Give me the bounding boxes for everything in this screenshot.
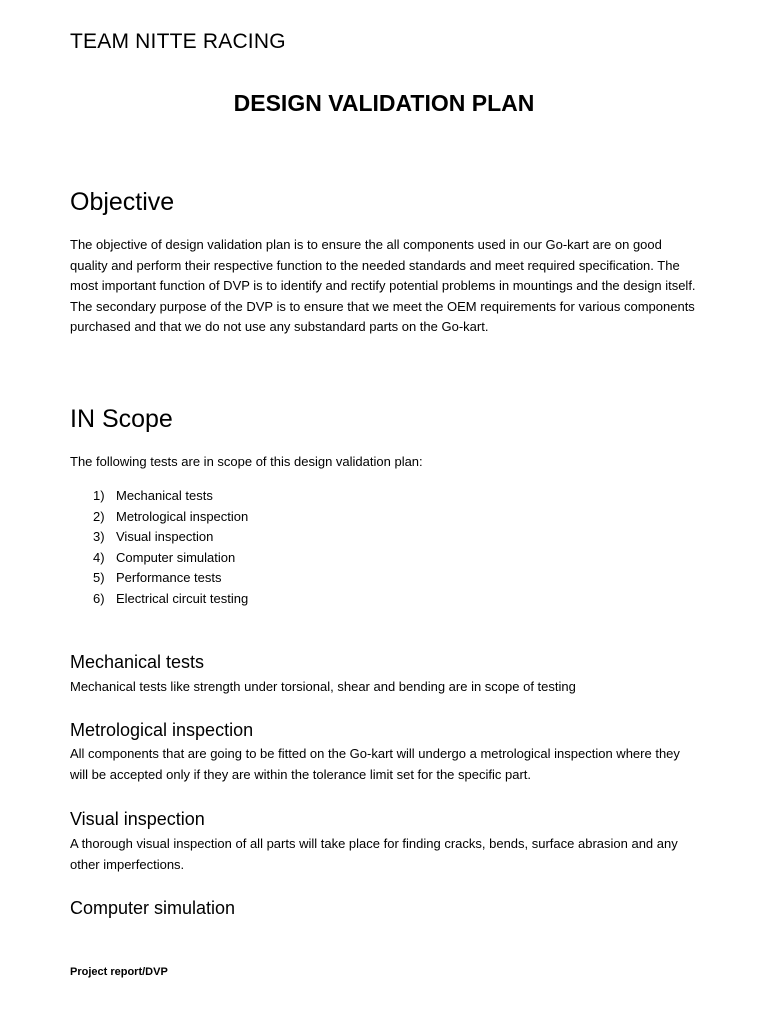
metrological-inspection-heading: Metrological inspection <box>70 720 254 740</box>
mechanical-tests-heading: Mechanical tests <box>70 652 205 672</box>
objective-heading: Objective <box>70 188 175 216</box>
list-item-number: 5) <box>93 570 105 585</box>
objective-paragraph: The objective of design validation plan is to ensure the all components used in our Go-kart are on good quality and perform their respective function to the needed standards and meet required specification. The most important function of DVP is to identify and rectify potential problems in mountings and the design itself. The secondary purpose of the DVP is to ensure that we meet the OEM requirements for various components purchased and that we do not use any substandard parts on the Go-kart. <box>70 237 696 334</box>
document-title: DESIGN VALIDATION PLAN <box>233 90 535 116</box>
list-item-number: 2) <box>93 508 105 524</box>
list-item <box>70 589 248 610</box>
list-item <box>70 548 248 569</box>
in-scope-intro: The following tests are in scope of this design validation plan: <box>70 454 423 469</box>
list-item-number: 6) <box>93 590 105 606</box>
list-item-number: 1) <box>93 488 105 503</box>
list-item-label: Mechanical tests <box>116 488 213 503</box>
list-item <box>70 527 248 548</box>
list-item <box>70 486 248 507</box>
list-item <box>70 507 248 528</box>
scope-list <box>70 486 248 609</box>
mechanical-tests-paragraph: Mechanical tests like strength under torsional, shear and bending are in scope of testing <box>70 679 576 694</box>
list-item-label: Performance tests <box>116 570 222 585</box>
in-scope-heading: IN Scope <box>70 405 173 433</box>
list-item-label: Electrical circuit testing <box>116 590 249 606</box>
metrological-inspection-paragraph: All components that are going to be fitted on the Go-kart will undergo a metrological inspection where they will be accepted only if they are within the tolerance limit set for the specific part. <box>70 746 680 782</box>
organization-name: TEAM NITTE RACING <box>70 30 286 53</box>
visual-inspection-heading: Visual inspection <box>70 809 205 829</box>
list-item-number: 3) <box>93 529 105 544</box>
page-footer: Project report/DVP <box>70 966 168 978</box>
list-item-number: 4) <box>93 549 105 565</box>
list-item-label: Metrological inspection <box>116 508 249 524</box>
visual-inspection-paragraph: A thorough visual inspection of all parts will take place for finding cracks, bends, surface abrasion and any other imperfections. <box>70 836 678 872</box>
list-item-label: Visual inspection <box>116 529 214 544</box>
computer-simulation-heading: Computer simulation <box>70 898 236 918</box>
list-item-label: Computer simulation <box>116 549 236 565</box>
list-item <box>70 568 248 589</box>
